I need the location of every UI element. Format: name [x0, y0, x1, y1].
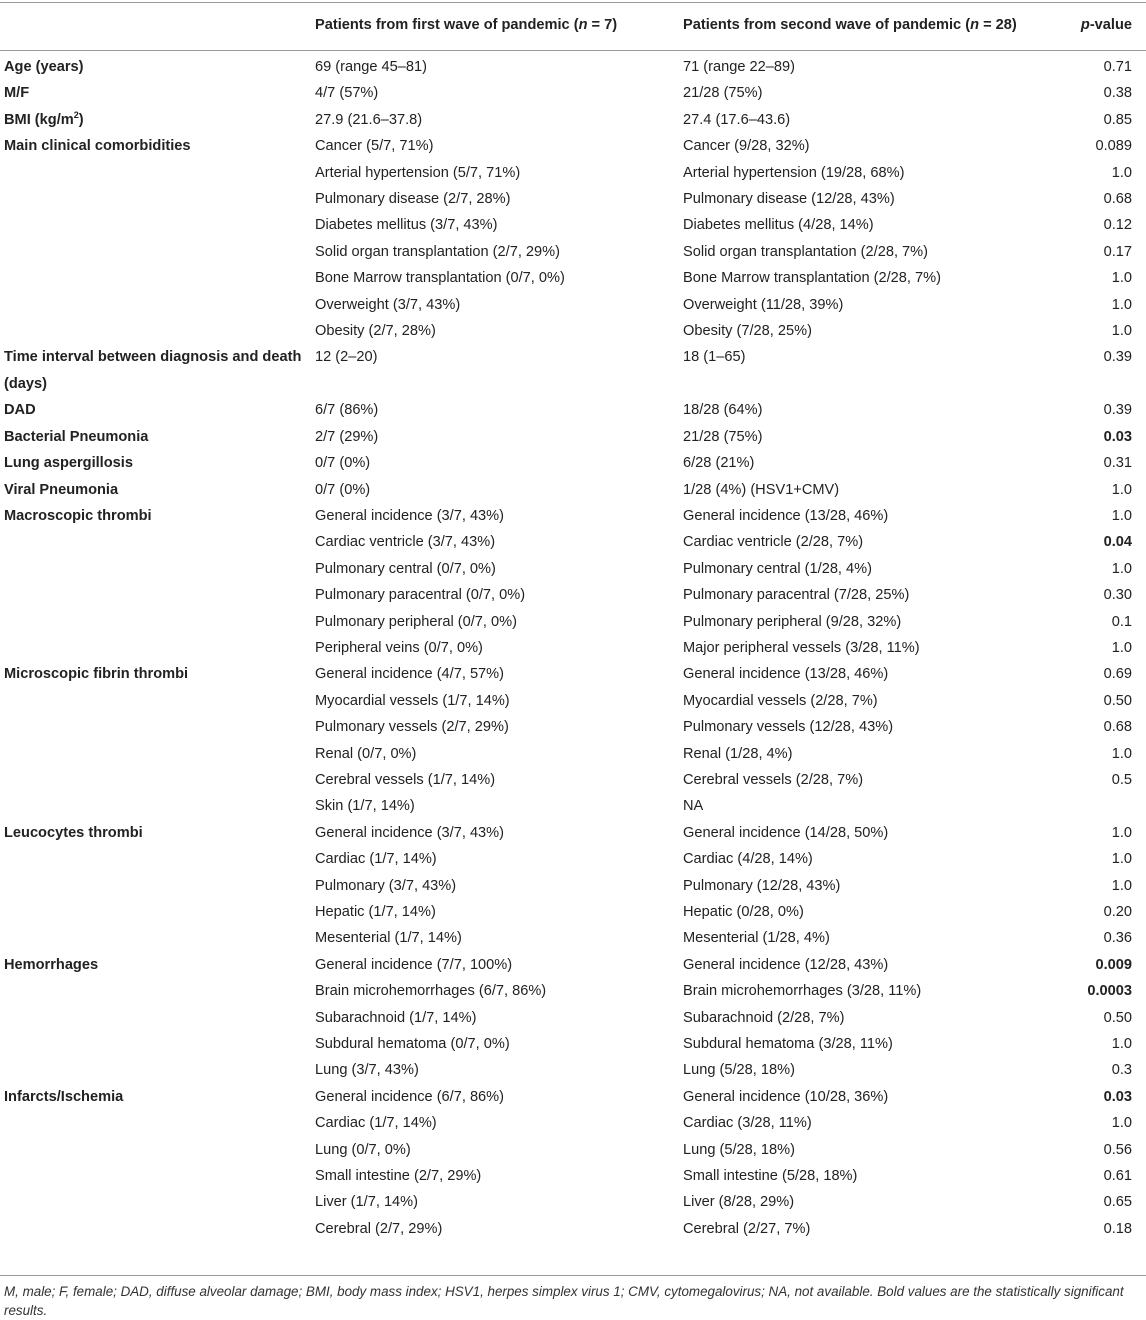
- second-wave-value: Cerebral vessels (2/28, 7%): [683, 771, 864, 788]
- row-label: [0, 1137, 311, 1163]
- first-wave-value: Pulmonary peripheral (0/7, 0%): [315, 613, 517, 630]
- second-wave-value: Overweight (11/28, 39%): [683, 296, 844, 313]
- row-label: [0, 714, 311, 740]
- table-row: [0, 107, 1146, 133]
- table-row: [0, 1189, 1146, 1215]
- table-row: [0, 609, 1146, 635]
- second-wave-value: Obesity (7/28, 25%): [683, 323, 812, 340]
- second-wave-value: Subdural hematoma (3/28, 11%): [683, 1036, 893, 1053]
- row-label: [0, 1110, 311, 1136]
- p-value: 0.5: [1111, 771, 1132, 788]
- second-wave-value: Lung (5/28, 18%): [683, 1062, 795, 1079]
- second-wave-value: Subarachnoid (2/28, 7%): [683, 1009, 845, 1026]
- p-value: 0.12: [1103, 217, 1132, 234]
- first-wave-value: 2/7 (29%): [315, 428, 379, 445]
- second-wave-value: Pulmonary paracentral (7/28, 25%): [683, 587, 910, 604]
- first-wave-value: 0/7 (0%): [315, 455, 371, 472]
- second-wave-value: General incidence (10/28, 36%): [683, 1088, 889, 1105]
- p-value: 0.089: [1095, 138, 1132, 155]
- second-wave-value: 21/28 (75%): [683, 85, 763, 102]
- row-label: [0, 609, 311, 635]
- table-row: [0, 820, 1146, 846]
- first-wave-value: Subdural hematoma (0/7, 0%): [315, 1036, 510, 1053]
- p-value: 0.61: [1103, 1168, 1132, 1185]
- row-label: [0, 239, 311, 265]
- bottom-rule: [0, 1275, 1146, 1276]
- table-row: [0, 899, 1146, 925]
- second-wave-value: Cardiac (4/28, 14%): [683, 851, 813, 868]
- row-label: [0, 925, 311, 951]
- table-row: [0, 978, 1146, 1004]
- first-wave-value: Pulmonary (3/7, 43%): [315, 877, 457, 894]
- first-wave-value: Cancer (5/7, 71%): [315, 138, 434, 155]
- second-wave-value: Liver (8/28, 29%): [683, 1194, 795, 1211]
- table-row: [0, 925, 1146, 951]
- row-label: Viral Pneumonia: [4, 481, 119, 498]
- table-row: [0, 503, 1146, 529]
- table-row: [0, 1216, 1146, 1242]
- table-row: [0, 160, 1146, 186]
- p-value: 1.0: [1111, 481, 1132, 498]
- row-label: [0, 529, 311, 555]
- row-label: Microscopic fibrin thrombi: [4, 666, 189, 683]
- superscript: 2: [73, 109, 79, 120]
- row-label: [0, 1031, 311, 1057]
- second-wave-value: Lung (5/28, 18%): [683, 1141, 795, 1158]
- row-label: Leucocytes thrombi: [4, 824, 143, 841]
- first-wave-value: Overweight (3/7, 43%): [315, 296, 461, 313]
- table-row: [0, 292, 1146, 318]
- table-row: [0, 635, 1146, 661]
- first-wave-value: Lung (0/7, 0%): [315, 1141, 411, 1158]
- table-row: [0, 714, 1146, 740]
- p-value: 0.36: [1103, 930, 1132, 947]
- second-wave-value: 1/28 (4%) (HSV1+CMV): [683, 481, 840, 498]
- p-value: 1.0: [1111, 745, 1132, 762]
- second-wave-value: 18/28 (64%): [683, 402, 763, 419]
- p-value: 1.0: [1111, 1115, 1132, 1132]
- table-row: [0, 1137, 1146, 1163]
- header-row: [0, 0, 1146, 50]
- table-row: [0, 767, 1146, 793]
- p-value: 0.71: [1103, 59, 1132, 75]
- p-value: 0.20: [1103, 904, 1132, 920]
- p-value: 0.17: [1103, 243, 1132, 260]
- p-value: 1.0: [1111, 507, 1132, 524]
- table-row: [0, 1031, 1146, 1057]
- p-value: 1.0: [1111, 1036, 1132, 1053]
- p-value: 0.68: [1103, 191, 1132, 208]
- second-wave-value: General incidence (14/28, 50%): [683, 824, 889, 841]
- second-wave-value: Cardiac (3/28, 11%): [683, 1115, 812, 1132]
- second-wave-value: Cerebral (2/27, 7%): [683, 1220, 811, 1237]
- p-value: 0.65: [1103, 1194, 1132, 1211]
- first-wave-value: Cardiac ventricle (3/7, 43%): [315, 534, 496, 551]
- p-value: 0.38: [1103, 85, 1132, 102]
- table-row: [0, 741, 1146, 767]
- first-wave-value: Skin (1/7, 14%): [315, 798, 415, 815]
- p-value: 0.3: [1111, 1062, 1132, 1079]
- first-wave-value: Subarachnoid (1/7, 14%): [315, 1009, 477, 1026]
- p-value: 0.85: [1103, 111, 1132, 128]
- first-wave-value: General incidence (3/7, 43%): [315, 824, 505, 841]
- first-wave-value: Cerebral vessels (1/7, 14%): [315, 771, 496, 788]
- first-wave-value: Lung (3/7, 43%): [315, 1062, 419, 1079]
- row-label: [0, 688, 311, 714]
- p-value: 0.50: [1103, 1009, 1132, 1026]
- p-value: 1.0: [1111, 877, 1132, 894]
- row-label: [0, 292, 311, 318]
- table-row: [0, 344, 1146, 397]
- p-value: 1.0: [1111, 270, 1132, 287]
- second-wave-value: General incidence (12/28, 43%): [683, 956, 889, 973]
- table-row: [0, 529, 1146, 555]
- row-label: Age (years): [4, 59, 84, 75]
- row-label: DAD: [4, 402, 36, 419]
- header-col0: [0, 0, 311, 50]
- row-label: Hemorrhages: [4, 956, 99, 973]
- p-value: 0.68: [1103, 719, 1132, 736]
- first-wave-value: General incidence (7/7, 100%): [315, 956, 513, 973]
- p-value: 0.009: [1095, 956, 1132, 973]
- first-wave-value: 69 (range 45–81): [315, 59, 427, 75]
- second-wave-value: Cancer (9/28, 32%): [683, 138, 810, 155]
- first-wave-value: General incidence (3/7, 43%): [315, 507, 505, 524]
- second-wave-value: General incidence (13/28, 46%): [683, 507, 889, 524]
- second-wave-value: 71 (range 22–89): [683, 59, 795, 75]
- first-wave-value: 27.9 (21.6–37.8): [315, 111, 423, 128]
- row-label: [0, 318, 311, 344]
- row-label: [0, 186, 311, 212]
- first-wave-value: Obesity (2/7, 28%): [315, 323, 436, 340]
- row-label: [0, 1005, 311, 1031]
- table-row: [0, 450, 1146, 476]
- first-wave-value: Cerebral (2/7, 29%): [315, 1220, 443, 1237]
- row-label: Lung aspergillosis: [4, 455, 133, 472]
- p-value: 1.0: [1111, 824, 1132, 841]
- second-wave-value: Mesenterial (1/28, 4%): [683, 930, 830, 947]
- first-wave-value: Myocardial vessels (1/7, 14%): [315, 692, 510, 709]
- p-value: 1.0: [1111, 296, 1132, 313]
- second-wave-value: Renal (1/28, 4%): [683, 745, 793, 762]
- first-wave-value: Mesenterial (1/7, 14%): [315, 930, 462, 947]
- first-wave-value: 12 (2–20): [315, 349, 378, 366]
- first-wave-value: Brain microhemorrhages (6/7, 86%): [315, 983, 547, 1000]
- header-second-wave: Patients from second wave of pandemic (n = 28): [683, 17, 1017, 33]
- second-wave-value: Brain microhemorrhages (3/28, 11%): [683, 983, 922, 1000]
- footnote: M, male; F, female; DAD, diffuse alveolar damage; BMI, body mass index; HSV1, herpes simplex virus 1; CMV, cytomegalovirus; NA, not available. Bold values are the statistically significant results.: [4, 1284, 1124, 1318]
- p-value: 0.39: [1103, 349, 1132, 366]
- table-row: [0, 793, 1146, 819]
- row-label: Time interval between diagnosis and death (days): [4, 349, 302, 392]
- p-value: 0.31: [1103, 455, 1132, 472]
- second-wave-value: Pulmonary peripheral (9/28, 32%): [683, 613, 902, 630]
- second-wave-value: General incidence (13/28, 46%): [683, 666, 889, 683]
- second-wave-value: 27.4 (17.6–43.6): [683, 111, 791, 128]
- first-wave-value: General incidence (6/7, 86%): [315, 1088, 505, 1105]
- second-wave-value: Cardiac ventricle (2/28, 7%): [683, 534, 864, 551]
- row-label: Main clinical comorbidities: [4, 138, 191, 155]
- second-wave-value: Pulmonary disease (12/28, 43%): [683, 191, 895, 208]
- second-wave-value: 18 (1–65): [683, 349, 746, 366]
- first-wave-value: 0/7 (0%): [315, 481, 371, 498]
- p-value: 0.03: [1103, 428, 1132, 445]
- table-row: [0, 1163, 1146, 1189]
- second-wave-value: Pulmonary central (1/28, 4%): [683, 560, 872, 577]
- row-label: [0, 160, 311, 186]
- row-label: [0, 741, 311, 767]
- p-value: 0.30: [1103, 587, 1132, 604]
- second-wave-value: Pulmonary vessels (12/28, 43%): [683, 719, 894, 736]
- second-wave-value: Hepatic (0/28, 0%): [683, 904, 804, 920]
- p-value: 0.18: [1103, 1220, 1132, 1237]
- table-row: [0, 239, 1146, 265]
- row-label: [0, 793, 311, 819]
- table-row: [0, 133, 1146, 159]
- first-wave-value: Diabetes mellitus (3/7, 43%): [315, 217, 498, 234]
- p-value: 1.0: [1111, 164, 1132, 181]
- table-row: [0, 1005, 1146, 1031]
- first-wave-value: 4/7 (57%): [315, 85, 379, 102]
- row-label: [0, 556, 311, 582]
- row-label: [0, 899, 311, 925]
- table-row: [0, 1110, 1146, 1136]
- p-value: [1053, 793, 1146, 819]
- second-wave-value: NA: [683, 798, 704, 815]
- first-wave-value: 6/7 (86%): [315, 402, 379, 419]
- first-wave-value: Liver (1/7, 14%): [315, 1194, 419, 1211]
- row-label: [0, 582, 311, 608]
- p-value: 0.69: [1103, 666, 1132, 683]
- table-body: [0, 50, 1146, 1242]
- second-wave-value: 6/28 (21%): [683, 455, 755, 472]
- table-row: [0, 318, 1146, 344]
- row-label: [0, 767, 311, 793]
- first-wave-value: Solid organ transplantation (2/7, 29%): [315, 243, 561, 260]
- table-row: [0, 661, 1146, 687]
- second-wave-value: Bone Marrow transplantation (2/28, 7%): [683, 270, 941, 287]
- second-wave-value: Myocardial vessels (2/28, 7%): [683, 692, 878, 709]
- table-row: [0, 80, 1146, 106]
- header-p-value: p-value: [1080, 17, 1132, 33]
- first-wave-value: Pulmonary disease (2/7, 28%): [315, 191, 511, 208]
- table-row: [0, 397, 1146, 423]
- first-wave-value: General incidence (4/7, 57%): [315, 666, 505, 683]
- p-value: 0.56: [1103, 1141, 1132, 1158]
- row-label: [0, 265, 311, 291]
- p-value: 1.0: [1111, 639, 1132, 656]
- row-label: [0, 635, 311, 661]
- row-label: Infarcts/Ischemia: [4, 1088, 124, 1105]
- table-row: [0, 50, 1146, 80]
- p-value: 1.0: [1111, 851, 1132, 868]
- p-value: 0.50: [1103, 692, 1132, 709]
- second-wave-value: Arterial hypertension (19/28, 68%): [683, 164, 905, 181]
- header-first-wave: Patients from first wave of pandemic (n = 7): [315, 17, 618, 33]
- row-label: [0, 1163, 311, 1189]
- p-value: 0.0003: [1087, 983, 1132, 1000]
- table-row: [0, 873, 1146, 899]
- first-wave-value: Cardiac (1/7, 14%): [315, 1115, 437, 1132]
- table-row: [0, 846, 1146, 872]
- table-row: [0, 556, 1146, 582]
- row-label: M/F: [4, 85, 30, 102]
- row-label: BMI $(kg/m^2)$: [4, 109, 84, 128]
- p-value: 0.1: [1111, 613, 1132, 630]
- row-label: Macroscopic thrombi: [4, 507, 152, 524]
- row-label: [0, 212, 311, 238]
- first-wave-value: Pulmonary vessels (2/7, 29%): [315, 719, 509, 736]
- second-wave-value: Major peripheral vessels (3/28, 11%): [683, 639, 920, 656]
- p-value: 0.04: [1103, 534, 1132, 551]
- first-wave-value: Arterial hypertension (5/7, 71%): [315, 164, 521, 181]
- table-row: [0, 1084, 1146, 1110]
- table-row: [0, 424, 1146, 450]
- p-value: 0.03: [1103, 1088, 1132, 1105]
- first-wave-value: Pulmonary paracentral (0/7, 0%): [315, 587, 526, 604]
- row-label: Bacterial Pneumonia: [4, 428, 149, 445]
- first-wave-value: Small intestine (2/7, 29%): [315, 1168, 482, 1185]
- row-label: [0, 1216, 311, 1242]
- first-wave-value: Peripheral veins (0/7, 0%): [315, 639, 483, 656]
- second-wave-value: Diabetes mellitus (4/28, 14%): [683, 217, 874, 234]
- p-value: 1.0: [1111, 323, 1132, 340]
- first-wave-value: Cardiac (1/7, 14%): [315, 851, 437, 868]
- second-wave-value: Solid organ transplantation (2/28, 7%): [683, 243, 929, 260]
- p-value: 1.0: [1111, 560, 1132, 577]
- row-label: [0, 873, 311, 899]
- table-row: [0, 688, 1146, 714]
- table-row: [0, 212, 1146, 238]
- table-row: [0, 582, 1146, 608]
- row-label: [0, 978, 311, 1004]
- row-label: [0, 1057, 311, 1083]
- table-row: [0, 952, 1146, 978]
- table-row: [0, 186, 1146, 212]
- second-wave-value: Small intestine (5/28, 18%): [683, 1168, 858, 1185]
- table-row: [0, 477, 1146, 503]
- first-wave-value: Pulmonary central (0/7, 0%): [315, 560, 496, 577]
- first-wave-value: Renal (0/7, 0%): [315, 745, 417, 762]
- p-value: 0.39: [1103, 402, 1132, 419]
- second-wave-value: Pulmonary (12/28, 43%): [683, 877, 841, 894]
- row-label: [0, 1189, 311, 1215]
- table-row: [0, 1057, 1146, 1083]
- table-row: [0, 265, 1146, 291]
- second-wave-value: 21/28 (75%): [683, 428, 763, 445]
- row-label: [0, 846, 311, 872]
- first-wave-value: Bone Marrow transplantation (0/7, 0%): [315, 270, 565, 287]
- first-wave-value: Hepatic (1/7, 14%): [315, 904, 436, 920]
